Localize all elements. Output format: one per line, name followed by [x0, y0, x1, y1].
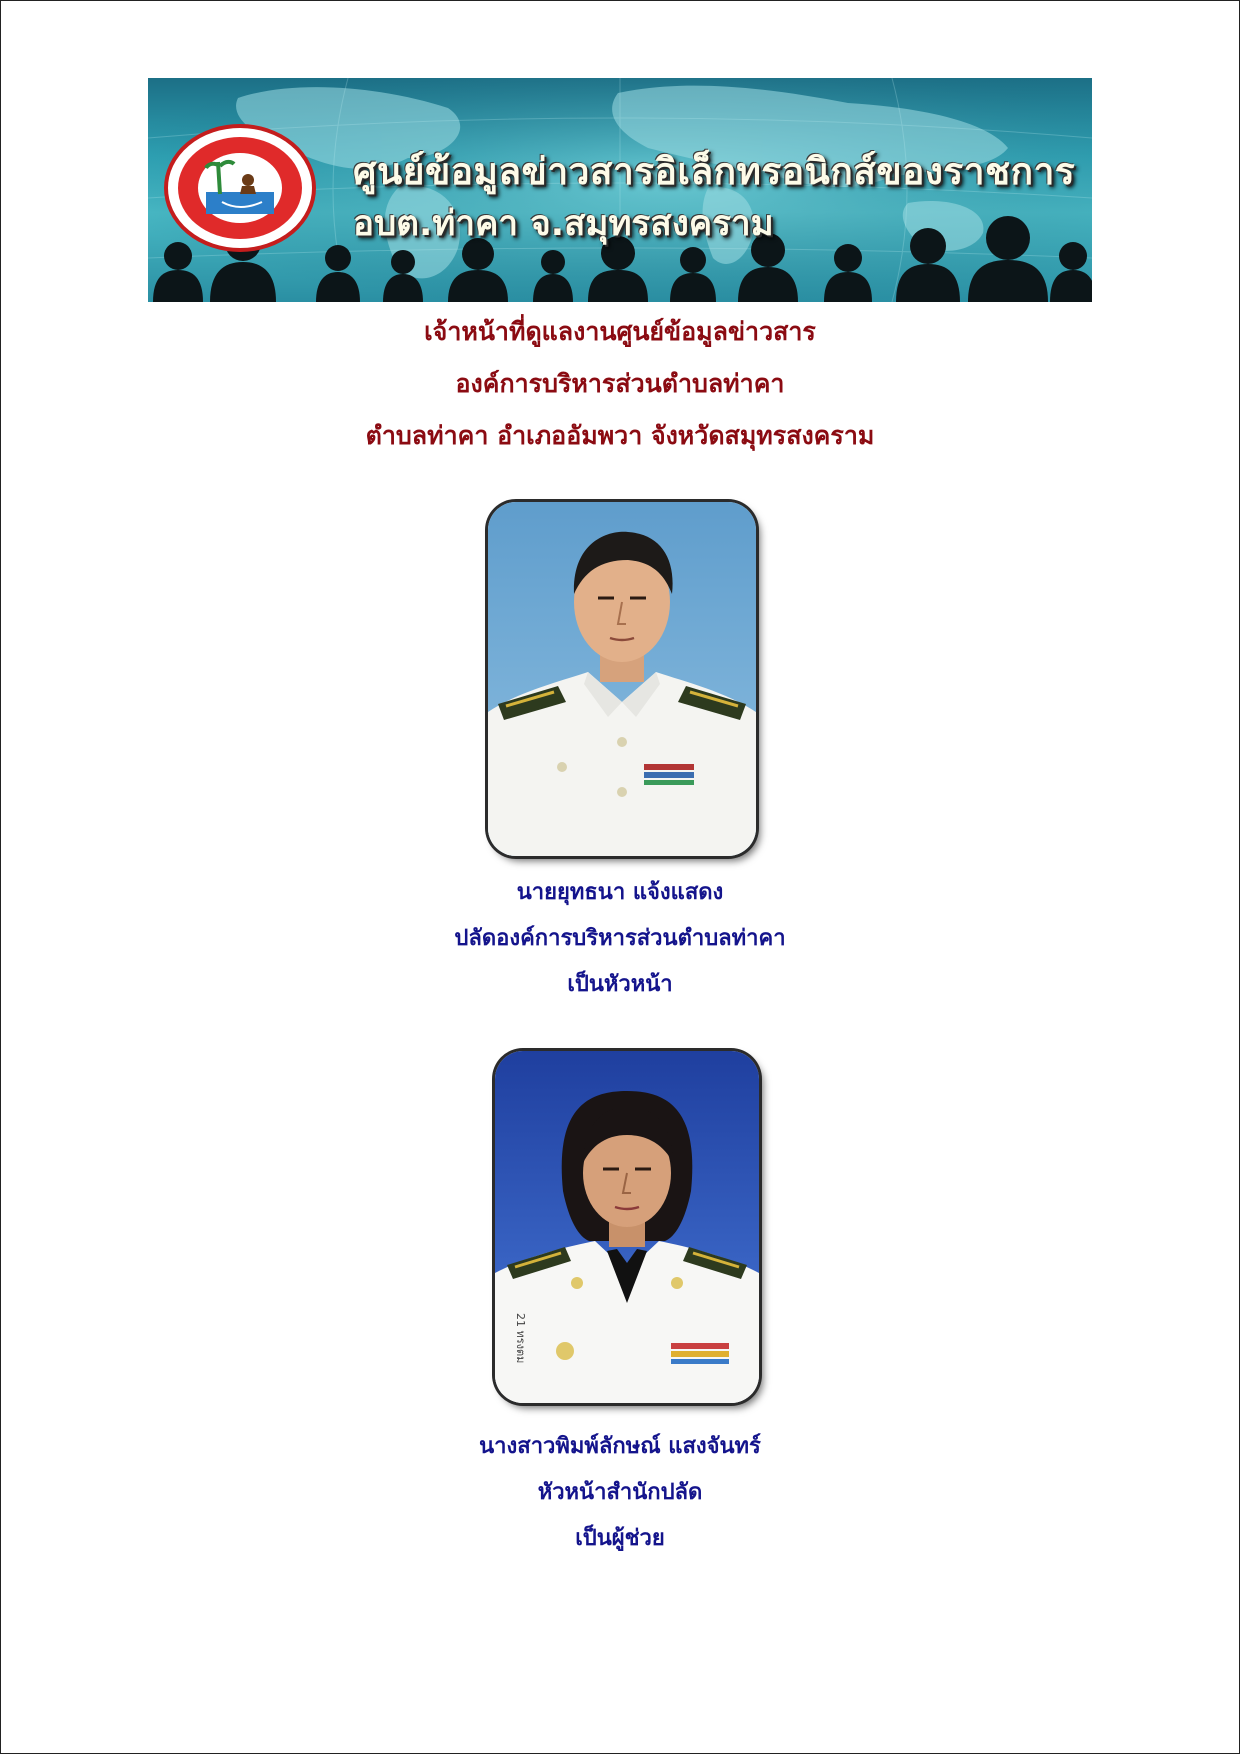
person1-name: นายยุทธนา แจ้งแสดง: [516, 879, 724, 905]
portrait-photo-assistant: [495, 1051, 759, 1403]
portrait-man-illustration: [488, 502, 756, 856]
person2-name: นางสาวพิมพ์ลักษณ์ แสงจันทร์: [479, 1433, 761, 1459]
banner-title-line1: ศูนย์ข้อมูลข่าวสารอิเล็กทรอนิกส์ของราชการ: [353, 150, 1076, 193]
person2-position: หัวหน้าสำนักปลัด: [537, 1479, 703, 1505]
person2-role: เป็นผู้ช่วย: [575, 1525, 665, 1551]
name-tag-stamp: 21 ทรงตม: [514, 1313, 527, 1364]
banner-title-line2: อบต.ท่าคา จ.สมุทรสงคราม: [353, 204, 774, 244]
page-heading-line2: องค์การบริหารส่วนตำบลท่าคา: [455, 369, 785, 398]
person1-role: เป็นหัวหน้า: [567, 971, 673, 997]
org-seal-logo: [162, 122, 318, 254]
page-heading-line3: ตำบลท่าคา อำเภออัมพวา จังหวัดสมุทรสงคราม: [365, 421, 875, 450]
portrait-woman-illustration: [495, 1051, 759, 1403]
portrait-photo-head: [488, 502, 756, 856]
page-heading-line1: เจ้าหน้าที่ดูแลงานศูนย์ข้อมูลข่าวสาร: [424, 317, 816, 346]
header-banner: [148, 78, 1092, 302]
person1-position: ปลัดองค์การบริหารส่วนตำบลท่าคา: [454, 925, 786, 951]
